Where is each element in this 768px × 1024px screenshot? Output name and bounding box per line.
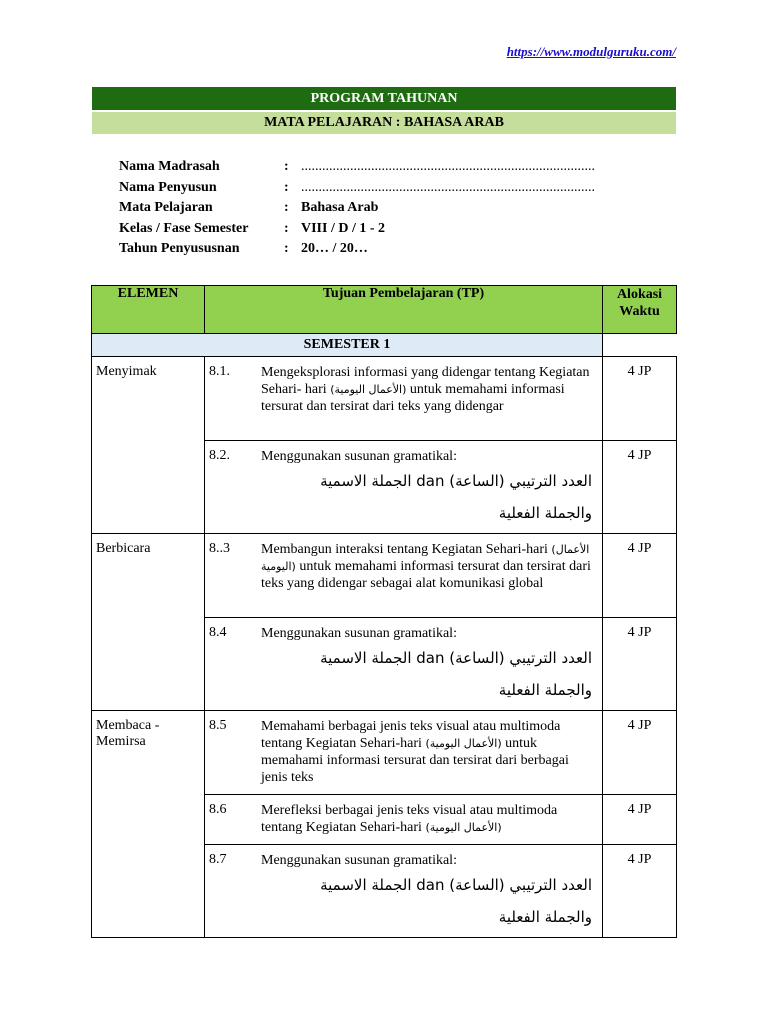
info-value: .................................................................................... <box>301 179 595 195</box>
alokasi-cell: 4 JP <box>603 357 677 441</box>
table-row <box>92 711 677 795</box>
info-colon: : <box>284 179 289 195</box>
table-header-row <box>92 286 677 334</box>
tp-text <box>261 541 598 592</box>
info-row-mapel <box>119 198 595 219</box>
tp-arabic-line-2: والجملة الفعلية <box>498 504 592 522</box>
tp-text-pre: Menggunakan susunan gramatikal: <box>261 626 457 641</box>
info-row-kelas <box>119 219 595 240</box>
tp-text-pre: Menggunakan susunan gramatikal: <box>261 853 457 868</box>
tp-number: 8.5 <box>205 711 258 795</box>
tp-text-arabic: (الأعمال اليومية) <box>425 821 502 834</box>
tp-number: 8.4 <box>205 618 258 711</box>
info-row-penyusun <box>119 178 595 199</box>
tp-text-pre: Merefleksi berbagai jenis teks visual atau multimoda tentang Kegiatan Sehari-hari <box>261 803 558 835</box>
tp-description <box>257 845 603 938</box>
document-title: PROGRAM TAHUNAN <box>92 87 676 110</box>
tp-description <box>257 795 603 845</box>
info-row-madrasah <box>119 157 595 178</box>
info-value: 20… / 20… <box>301 241 368 257</box>
info-label: Nama Madrasah <box>119 159 220 175</box>
semester-blank <box>603 334 677 357</box>
info-value: .................................................................................... <box>301 159 595 175</box>
alokasi-cell: 4 JP <box>603 618 677 711</box>
alokasi-cell: 4 JP <box>603 534 677 618</box>
info-colon: : <box>284 159 289 175</box>
tp-text-post: untuk memahami informasi tersurat dan tersirat dari berbagai jenis teks <box>261 736 569 785</box>
semester-label: SEMESTER 1 <box>92 334 603 357</box>
website-link[interactable]: https://www.modulguruku.com/ <box>506 44 676 59</box>
info-row-tahun <box>119 239 595 260</box>
alokasi-cell: 4 JP <box>603 711 677 795</box>
header-elemen: ELEMEN <box>92 286 205 334</box>
info-label: Kelas / Fase Semester <box>119 220 249 236</box>
tp-text-pre: Membangun interaksi tentang Kegiatan Sehari-hari <box>261 542 552 557</box>
header-tp: Tujuan Pembelajaran (TP) <box>205 286 603 334</box>
tp-text-pre: Menggunakan susunan gramatikal: <box>261 449 457 464</box>
elemen-cell: Berbicara <box>92 534 205 711</box>
tp-description <box>257 534 603 618</box>
tp-text-post: untuk memahami informasi tersurat dan tersirat dari teks yang didengar sebagai alat komunikasi global <box>261 559 591 591</box>
elemen-cell: Menyimak <box>92 357 205 534</box>
alokasi-cell: 4 JP <box>603 845 677 938</box>
header-alokasi-line2: Waktu <box>619 304 660 319</box>
info-colon: : <box>284 220 289 236</box>
tp-text <box>261 718 598 786</box>
document-subtitle: MATA PELAJARAN : BAHASA ARAB <box>92 112 676 134</box>
table-row <box>92 534 677 618</box>
tp-number: 8.1. <box>205 357 258 441</box>
tp-text <box>261 802 598 836</box>
tp-text-arabic: (الأعمال اليومية) <box>261 543 590 573</box>
semester-row <box>92 334 677 357</box>
tp-description <box>257 441 603 534</box>
info-label: Tahun Penyususnan <box>119 241 240 257</box>
tp-arabic-line-1: العدد الترتيبي (الساعة) dan الجملة الاسمية <box>320 649 592 667</box>
alokasi-cell: 4 JP <box>603 795 677 845</box>
tp-number: 8..3 <box>205 534 258 618</box>
info-colon: : <box>284 200 289 216</box>
tp-description <box>257 618 603 711</box>
tp-text-pre: Memahami berbagai jenis teks visual atau multimoda tentang Kegiatan Sehari-hari <box>261 719 561 751</box>
info-label: Mata Pelajaran <box>119 200 213 216</box>
info-colon: : <box>284 241 289 257</box>
info-value: VIII / D / 1 - 2 <box>301 220 386 236</box>
header-alokasi-line1: Alokasi <box>616 287 663 302</box>
tp-text-post: untuk memahami informasi tersurat dan tersirat dari teks yang didengar <box>261 382 565 414</box>
tp-arabic-line-2: والجملة الفعلية <box>498 681 592 699</box>
header-alokasi <box>603 286 677 334</box>
tp-arabic-line-1: العدد الترتيبي (الساعة) dan الجملة الاسمية <box>320 876 592 894</box>
info-block <box>119 157 595 260</box>
tp-description <box>257 357 603 441</box>
tp-description <box>257 711 603 795</box>
info-label: Nama Penyusun <box>119 179 217 195</box>
info-value: Bahasa Arab <box>301 200 379 216</box>
tp-text-arabic: (الأعمال اليومية) <box>425 737 502 750</box>
tp-text-pre: Mengeksplorasi informasi yang didengar tentang Kegiatan Sehari- hari <box>261 365 590 397</box>
tp-arabic-line-2: والجملة الفعلية <box>498 908 592 926</box>
alokasi-cell: 4 JP <box>603 441 677 534</box>
elemen-cell: Membaca - Memirsa <box>92 711 205 938</box>
tp-number: 8.2. <box>205 441 258 534</box>
tp-text <box>261 364 598 415</box>
program-table <box>91 285 677 938</box>
tp-text-arabic: (الأعمال اليومية) <box>330 383 407 396</box>
tp-number: 8.6 <box>205 795 258 845</box>
table-row <box>92 357 677 441</box>
tp-arabic-line-1: العدد الترتيبي (الساعة) dan الجملة الاسمية <box>320 472 592 490</box>
tp-number: 8.7 <box>205 845 258 938</box>
